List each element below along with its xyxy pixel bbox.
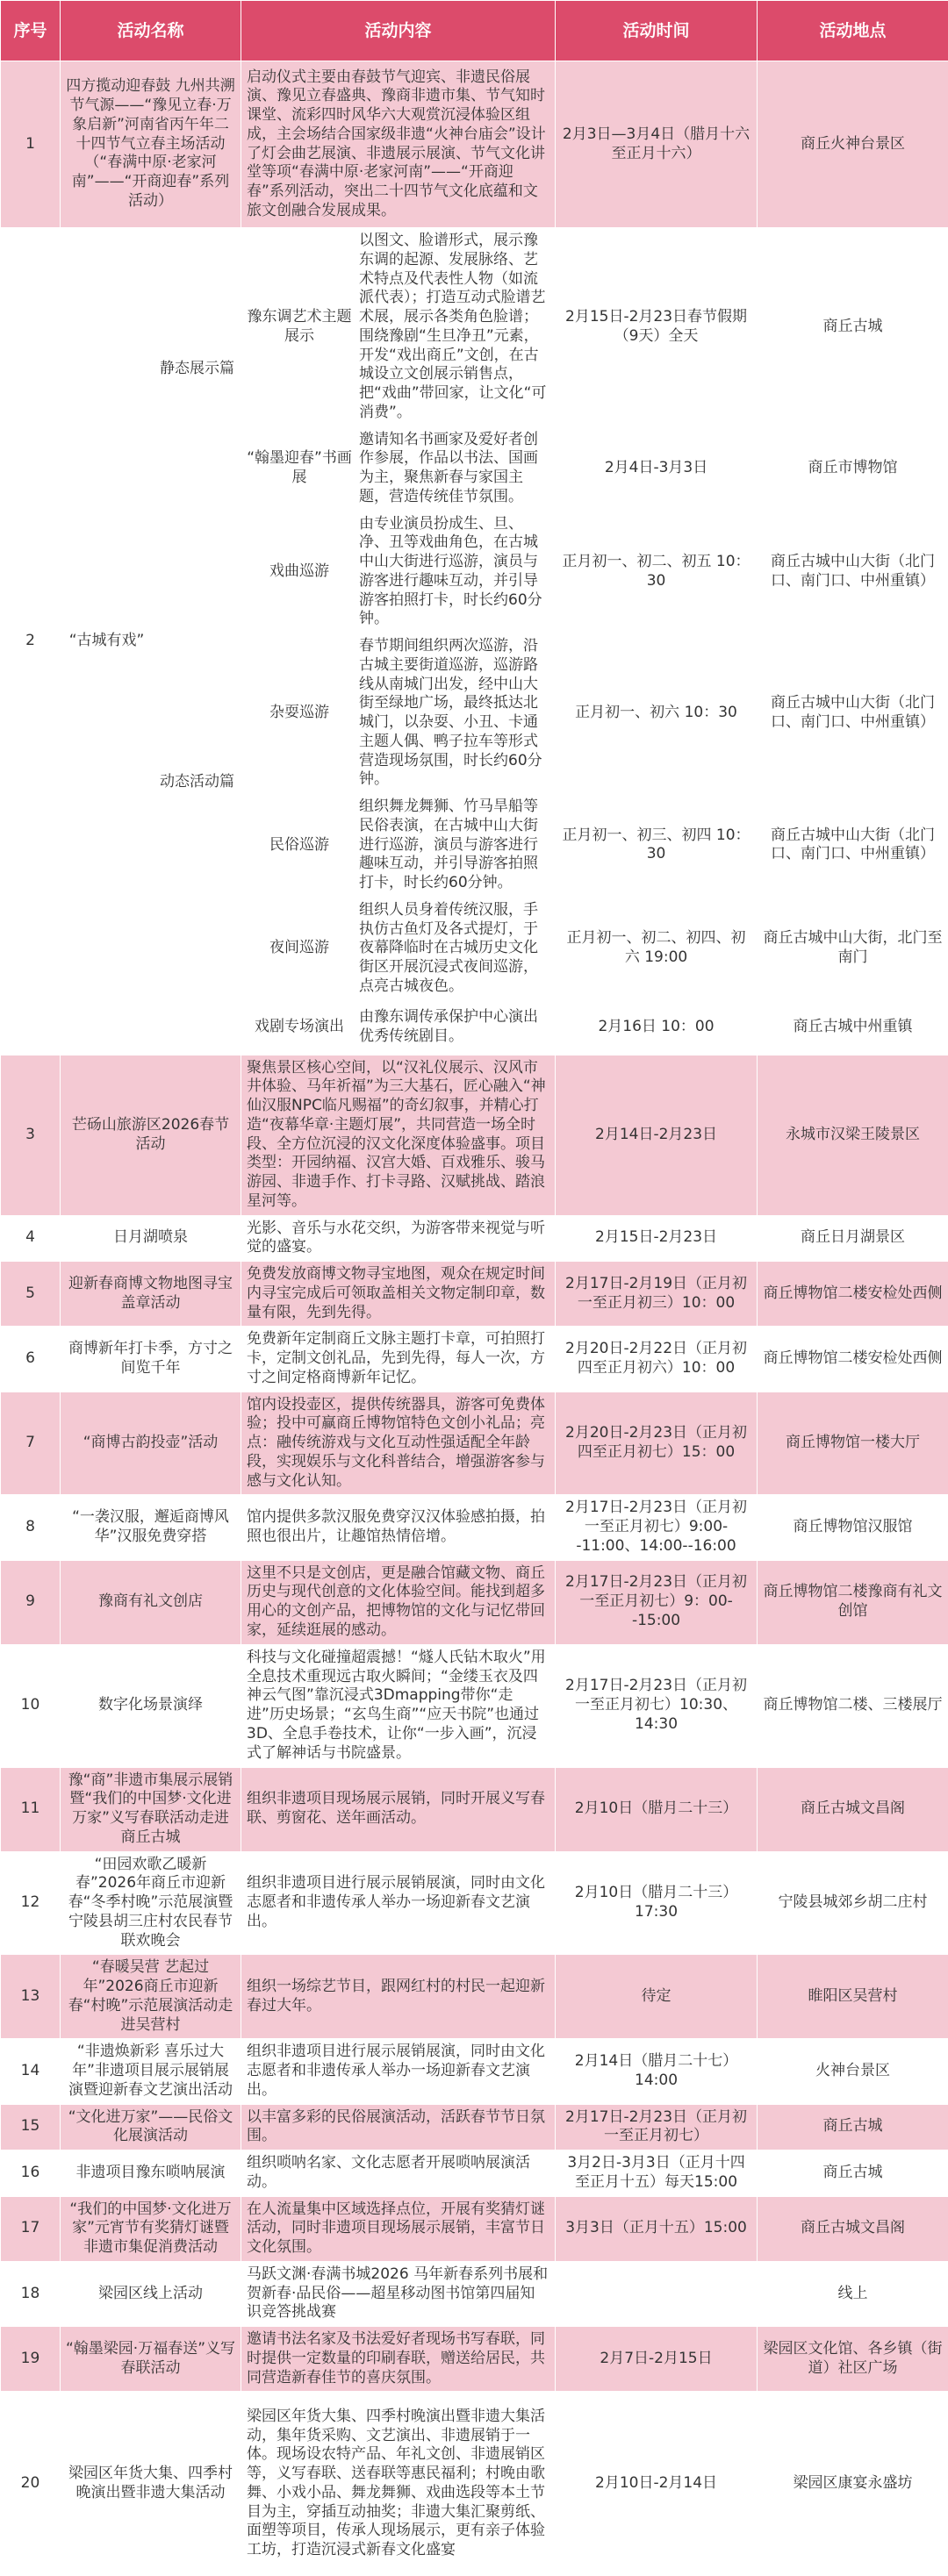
row-no: 10 — [1, 1644, 61, 1767]
table-row — [1, 1560, 948, 1644]
row-time: 3月3日（正月十五）15:00 — [556, 2196, 758, 2261]
row-time: 2月4日-3月3日 — [556, 426, 758, 511]
row-place: 商丘古城中山大街（北门口、南门口、中州重镇） — [758, 633, 948, 794]
row-content: 免费发放商博文物寻宝地图，观众在规定时间内寻宝完成后可领取盖相关文物定制印章，数量有限，先到先得。 — [241, 1262, 556, 1327]
header-content: 活动内容 — [241, 1, 556, 61]
row-content: 科技与文化碰撞超震撼！“燧人氏钻木取火”用全息技术重现远古取火瞬间；“金缕玉衣及四神云气图”靠沉浸式3Dmapping带你“走进”历史场景；“玄鸟生商”“应天书院”也通过3D、全息手卷技术，让你“一步入画”，沉浸式了解神话与书院盛景。 — [241, 1644, 556, 1767]
table-row — [1, 1215, 948, 1262]
header-time: 活动时间 — [556, 1, 758, 61]
row-place: 线上 — [758, 2261, 948, 2326]
row-content: 馆内设投壶区，提供传统器具，游客可免费体验；投中可赢商丘博物馆特色文创小礼品；亮点：融传统游戏与文化互动性强适配全年龄段，实现娱乐与文化科普结合，增强游客参与感与文化认知。 — [241, 1392, 556, 1495]
row-no: 15 — [1, 2104, 61, 2150]
row-name: “春暖吴营 艺起过年”2026商丘市迎新春“村晚”示范展演活动走进吴营村 — [61, 1955, 241, 2039]
row-no: 9 — [1, 1560, 61, 1644]
row-time: 正月初一、初二、初四、初六 19:00 — [556, 897, 758, 1000]
header-no: 序号 — [1, 1, 61, 61]
row-place: 商丘博物馆二楼安检处西侧 — [758, 1262, 948, 1327]
row-time: 待定 — [556, 1955, 758, 2039]
row-place: 商丘博物馆二楼安检处西侧 — [758, 1327, 948, 1392]
row-content: 春节期间组织两次巡游，沿古城主要街道巡游，巡游路线从南城门出发，经中山大街至绿地广场，最终抵达北城门，以杂耍、小丑、卡通主题人偶、鸭子拉车等形式营造现场氛围，时长约60分钟。 — [359, 637, 549, 790]
row-name: “田园欢歌乙暖新春”2026年商丘市迎新春“冬季村晚”示范展演暨宁陵县胡三庄村农民春节联欢晚会 — [61, 1851, 241, 1955]
row-name: 日月湖喷泉 — [61, 1215, 241, 1262]
row-place: 商丘古城中山大街（北门口、南门口、中州重镇） — [758, 794, 948, 898]
row-place: 宁陵县城郊乡胡二庄村 — [758, 1851, 948, 1955]
row-name: “一袭汉服，邂逅商博风华”汉服免费穿搭 — [61, 1495, 241, 1560]
row-name: “翰墨梁园·万福春送”义写春联活动 — [61, 2327, 241, 2392]
row-content: 邀请知名书画家及爱好者创作参展，作品以书法、国画为主，聚焦新春与家国主题，营造传统佳节氛围。 — [359, 431, 549, 507]
row-no: 4 — [1, 1215, 61, 1262]
row-time: 2月14日-2月23日 — [556, 1055, 758, 1215]
row-time: 正月初一、初六 10：30 — [556, 633, 758, 794]
row-content: 组织人员身着传统汉服，手执仿古鱼灯及各式提灯，于夜幕降临时在古城历史文化街区开展沉浸式夜间巡游，点亮古城夜色。 — [359, 901, 549, 997]
row-place: 商丘古城中山大街，北门至南门 — [758, 897, 948, 1000]
row-time: 2月20日-2月22日（正月初四至正月初六）10：00 — [556, 1327, 758, 1392]
row-name: “文化进万家”——民俗文化展演活动 — [61, 2104, 241, 2150]
table-row — [1, 2327, 948, 2392]
table-row — [1, 1644, 948, 1767]
row-time: 2月3日—3月4日（腊月十六至正月十六） — [556, 61, 758, 228]
sub-activity-cell — [241, 228, 556, 427]
header-place: 活动地点 — [758, 1, 948, 61]
row-no: 18 — [1, 2261, 61, 2326]
row-no: 11 — [1, 1767, 61, 1851]
sub-activity-cell — [241, 1000, 556, 1055]
row-no: 16 — [1, 2150, 61, 2197]
row-place: 商丘博物馆二楼、三楼展厅 — [758, 1644, 948, 1767]
row-time: 2月16日 10：00 — [556, 1000, 758, 1055]
row-content: 组织舞龙舞狮、竹马旱船等民俗表演，在古城中山大街进行巡游，演员与游客进行趣味互动，并引导游客拍照打卡，时长约60分钟。 — [359, 798, 549, 893]
row-no: 13 — [1, 1955, 61, 2039]
header-row — [1, 1, 948, 61]
sub-activity-name: 民俗巡游 — [247, 836, 352, 855]
row-place: 商丘古城文昌阁 — [758, 2196, 948, 2261]
row-place: 梁园区康宴永盛坊 — [758, 2392, 948, 2576]
row-content: 以图文、脸谱形式，展示豫东调的起源、发展脉络、艺术特点及代表性人物（如流派代表）；打造互动式脸谱艺术展，展示各类角色脸谱；围绕豫剧“生旦净丑”元素，开发“戏出商丘”文创，在古城设立文创展示销售点，把“戏曲”带回家，让文化“可消费”。 — [359, 232, 549, 423]
row-time: 2月15日-2月23日春节假期（9天）全天 — [556, 228, 758, 427]
remaining-rows — [1, 1055, 948, 2576]
row-name: “商博古韵投壶”活动 — [61, 1392, 241, 1495]
group-label-dynamic: 动态活动篇 — [154, 511, 241, 1055]
row-place: 商丘市博物馆 — [758, 426, 948, 511]
row-place: 商丘古城 — [758, 2104, 948, 2150]
header-name: 活动名称 — [61, 1, 241, 61]
row-content: 光影、音乐与水花交织，为游客带来视觉与听觉的盛宴。 — [241, 1215, 556, 1262]
row-time: 2月15日-2月23日 — [556, 1215, 758, 1262]
sub-activity-cell — [241, 511, 556, 633]
table-row — [1, 1055, 948, 1215]
row-time: 2月17日-2月19日（正月初一至正月初三）10：00 — [556, 1262, 758, 1327]
row-time: 2月10日（腊月二十三）17:30 — [556, 1851, 758, 1955]
row-place: 商丘古城 — [758, 2150, 948, 2197]
row-no: 2 — [1, 228, 61, 1055]
group-label-static: 静态展示篇 — [154, 228, 241, 512]
sub-activity-name: 戏剧专场演出 — [247, 1018, 352, 1037]
row-content: 以丰富多彩的民俗展演活动，活跃春节节日氛围。 — [241, 2104, 556, 2150]
row-content: 马跃文渊·春满书城2026 马年新春系列书展和贺新春·品民俗——超星移动图书馆第四届知识竞答挑战赛 — [241, 2261, 556, 2326]
row-content: 邀请书法名家及书法爱好者现场书写春联，同时提供一定数量的印刷春联，赠送给居民，共同营造新春佳节的喜庆氛围。 — [241, 2327, 556, 2392]
row-content: 免费新年定制商丘文脉主题打卡章，可拍照打卡，定制文创礼品，先到先得，每人一次，方寸之间定格商博新年记忆。 — [241, 1327, 556, 1392]
row-time: 正月初一、初三、初四 10：30 — [556, 794, 758, 898]
row-no: 17 — [1, 2196, 61, 2261]
row-place: 商丘博物馆一楼大厅 — [758, 1392, 948, 1495]
row-no: 1 — [1, 61, 61, 228]
row-name: 迎新春商博文物地图寻宝盖章活动 — [61, 1262, 241, 1327]
row-name: 芒砀山旅游区2026春节活动 — [61, 1055, 241, 1215]
table-row — [1, 1327, 948, 1392]
row-content: 组织非遗项目进行展示展销展演，同时由文化志愿者和非遗传承人举办一场迎新春文艺演出。 — [241, 1851, 556, 1955]
row-content: 由豫东调传承保护中心演出优秀传统剧目。 — [359, 1008, 549, 1047]
row-name: 豫“商”非遗市集展示展销暨“我们的中国梦·文化进万家”义写春联活动走进商丘古城 — [61, 1767, 241, 1851]
row-name: “非遗焕新彩 喜乐过大年”非遗项目展示展销展演暨迎新春文艺演出活动 — [61, 2039, 241, 2104]
row-time: 2月17日-2月23日（正月初一至正月初七） — [556, 2104, 758, 2150]
sub-activity-cell — [241, 897, 556, 1000]
row-place: 商丘古城中州重镇 — [758, 1000, 948, 1055]
table-row — [1, 1851, 948, 1955]
row-place: 火神台景区 — [758, 2039, 948, 2104]
sub-activity-name: 戏曲巡游 — [247, 562, 352, 582]
row-name: “古城有戏” — [61, 228, 154, 1055]
sub-activity-name: 夜间巡游 — [247, 939, 352, 958]
table-row — [1, 2392, 948, 2576]
sub-activity-name: “翰墨迎春”书画展 — [247, 449, 352, 488]
sub-activity-name: 豫东调艺术主题展示 — [247, 308, 352, 347]
row-no: 14 — [1, 2039, 61, 2104]
row-time: 2月14日（腊月二十七）14:00 — [556, 2039, 758, 2104]
row-no: 12 — [1, 1851, 61, 1955]
row-place: 商丘博物馆二楼豫商有礼文创馆 — [758, 1560, 948, 1644]
row-content: 这里不只是文创店，更是融合馆藏文物、商丘历史与现代创意的文化体验空间。能找到超多用心的文创产品，把博物馆的文化与记忆带回家，延续逛展的感动。 — [241, 1560, 556, 1644]
row-place: 商丘古城 — [758, 228, 948, 427]
sub-activity-cell — [241, 794, 556, 898]
table-row — [1, 1262, 948, 1327]
row-content: 组织唢呐名家、文化志愿者开展唢呐展演活动。 — [241, 2150, 556, 2197]
table-row — [1, 228, 948, 427]
row-time: 3月2日-3月3日（正月十四至正月十五）每天15:00 — [556, 2150, 758, 2197]
table-row — [1, 1495, 948, 1560]
row-content: 组织一场综艺节目，跟网红村的村民一起迎新春过大年。 — [241, 1955, 556, 2039]
row-time: 2月17日-2月23日（正月初一至正月初七）10:30、14:30 — [556, 1644, 758, 1767]
row-no: 7 — [1, 1392, 61, 1495]
row-place: 梁园区文化馆、各乡镇（街道）社区广场 — [758, 2327, 948, 2392]
row-name: 梁园区线上活动 — [61, 2261, 241, 2326]
table-row — [1, 1767, 948, 1851]
row-name: 商博新年打卡季，方寸之间览千年 — [61, 1327, 241, 1392]
row-place: 商丘博物馆汉服馆 — [758, 1495, 948, 1560]
row-place: 商丘古城中山大街（北门口、南门口、中州重镇） — [758, 511, 948, 633]
sub-activity-name: 杂耍巡游 — [247, 704, 352, 723]
table-row — [1, 2196, 948, 2261]
table-row — [1, 1955, 948, 2039]
row-content: 由专业演员扮成生、旦、净、丑等戏曲角色，在古城中山大街进行巡游，演员与游客进行趣味互动，并引导游客拍照打卡，时长约60分钟。 — [359, 515, 549, 630]
table-row — [1, 2150, 948, 2197]
row-content: 启动仪式主要由春鼓节气迎宾、非遗民俗展演、豫见立春盛典、豫商非遗市集、节气知时课堂、流彩四时风华六大观赏沉浸体验区组成，主会场结合国家级非遗“火神台庙会”设计了灯会曲艺展演、非遗展示展演、节气文化讲堂等项“春满中原·老家河南”——“开商迎春”系列活动，突出二十四节气文化底蕴和文旅文创融合发展成果。 — [241, 61, 556, 228]
row-time: 2月10日-2月14日 — [556, 2392, 758, 2576]
row-no: 8 — [1, 1495, 61, 1560]
sub-activity-cell — [241, 426, 556, 511]
row-name: “我们的中国梦·文化进万家”元宵节有奖猜灯谜暨非遗市集促消费活动 — [61, 2196, 241, 2261]
row-time: 正月初一、初二、初五 10：30 — [556, 511, 758, 633]
row-time: 2月7日-2月15日 — [556, 2327, 758, 2392]
row-place: 商丘古城文昌阁 — [758, 1767, 948, 1851]
row-no: 6 — [1, 1327, 61, 1392]
row-content: 组织非遗项目现场展示展销，同时开展义写春联、剪窗花、送年画活动。 — [241, 1767, 556, 1851]
table-row — [1, 2104, 948, 2150]
row-place: 睢阳区吴营村 — [758, 1955, 948, 2039]
row-place: 永城市汉梁王陵景区 — [758, 1055, 948, 1215]
row-no: 5 — [1, 1262, 61, 1327]
row-content: 聚焦景区核心空间，以“汉礼仪展示、汉风市井体验、马年祈福”为三大基石，匠心融入“神仙汉服NPC临凡赐福”的奇幻叙事，并精心打造“夜幕华章·主题灯展”，共同营造一场全时段、全方位沉浸的汉文化深度体验盛事。项目类型：开园纳福、汉宫大婚、百戏雅乐、骏马游园、非遗手作、打卡寻路、汉赋挑战、踏浪星河等。 — [241, 1055, 556, 1215]
table-row — [1, 2039, 948, 2104]
row-time: 2月10日（腊月二十三） — [556, 1767, 758, 1851]
row-no: 20 — [1, 2392, 61, 2576]
row-content: 馆内提供多款汉服免费穿汉汉体验感拍摄，拍照也很出片，让趣馆热情倍增。 — [241, 1495, 556, 1560]
row-time — [556, 2261, 758, 2326]
row-no: 3 — [1, 1055, 61, 1215]
table-row — [1, 2261, 948, 2326]
row-name: 梁园区年货大集、四季村晚演出暨非遗大集活动 — [61, 2392, 241, 2576]
row-content: 组织非遗项目进行展示展销展演，同时由文化志愿者和非遗传承人举办一场迎新春文艺演出。 — [241, 2039, 556, 2104]
row-name: 豫商有礼文创店 — [61, 1560, 241, 1644]
sub-activity-cell — [241, 633, 556, 794]
row-name: 数字化场景演绎 — [61, 1644, 241, 1767]
row-content: 梁园区年货大集、四季村晚演出暨非遗大集活动，集年货采购、文艺演出、非遗展销于一体。现场设农特产品、年礼文创、非遗展销区等，义写春联、送春联等惠民福利；村晚由歌舞、小戏小品、舞龙舞狮、戏曲选段等本土节目为主，穿插互动抽奖；非遗大集汇聚剪纸、面塑等项目，传承人现场展示，更有亲子体验工坊，打造沉浸式新春文化盛宴 — [241, 2392, 556, 2576]
row-place: 商丘火神台景区 — [758, 61, 948, 228]
row-no: 19 — [1, 2327, 61, 2392]
table-row — [1, 1392, 948, 1495]
row-place: 商丘日月湖景区 — [758, 1215, 948, 1262]
row-content: 在人流量集中区域选择点位，开展有奖猜灯谜活动，同时非遗项目现场展示展销，丰富节日文化氛围。 — [241, 2196, 556, 2261]
row-name: 非遗项目豫东唢呐展演 — [61, 2150, 241, 2197]
row-time: 2月17日-2月23日（正月初一至正月初七）9:00--11:00、14:00--16:00 — [556, 1495, 758, 1560]
row-time: 2月20日-2月23日（正月初四至正月初七）15：00 — [556, 1392, 758, 1495]
table-row — [1, 61, 948, 228]
row-time: 2月17日-2月23日（正月初一至正月初七）9：00--15:00 — [556, 1560, 758, 1644]
row-name: 四方揽动迎春鼓 九州共溯节气源——“豫见立春·万象启新”河南省丙午年二十四节气立春主场活动（“春满中原·老家河南”——“开商迎春”系列活动） — [61, 61, 241, 228]
